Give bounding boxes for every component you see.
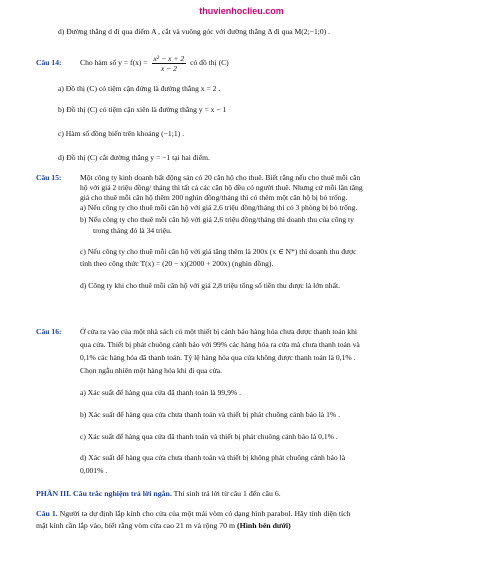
q15-stem-line3: giá cho thuê mỗi căn hộ thêm 200 nghìn đồng/tháng thì có thêm một căn hộ bị bỏ trống. xyxy=(80,193,348,202)
p3-q1-line1 xyxy=(36,509,351,519)
p3-q1-line2 xyxy=(36,521,291,531)
q14-label: Câu 14: xyxy=(36,58,62,67)
q15-stem-line1: Một công ty kinh doanh bất động sản có 20 căn hộ cho thuê. Biết rằng nếu cho thuê mỗi căn xyxy=(80,173,361,182)
q14-stem-prefix: Cho hàm số y = f(x) = xyxy=(80,58,148,67)
part3-instruction: Thí sinh trả lời từ câu 1 đến câu 6. xyxy=(171,489,281,498)
q13-option-d: d) Đường thẳng d đi qua điểm A , cắt và vuông góc với đường thẳng Δ đi qua M(2;−1;0) . xyxy=(58,27,330,36)
part3-heading xyxy=(36,489,281,499)
q16-option-d-line1: d) Xác suất để hàng qua cửa chưa thanh toán và thiết bị không phát chuông cảnh báo là xyxy=(80,453,346,462)
q15-stem-line2: hộ với giá 2 triệu đồng/ tháng thì tất cả các căn hộ đều có người thuê. Nhưng cứ mỗi lần tăng xyxy=(80,183,363,192)
q14-option-c: c) Hàm số đồng biến trên khoảng (−1;1) . xyxy=(58,129,184,138)
q15-option-c-line1: c) Nếu công ty cho thuê mỗi căn hộ với giá tăng thêm là 200x (x ∈ N*) thì doanh thu được xyxy=(80,247,357,256)
p3-q1-label: Câu 1. xyxy=(36,509,58,518)
q16-stem-line3: 0,1% các hàng hóa đã thanh toán. Tỷ lệ hàng hóa qua cửa không được thanh toán là 0,1% . xyxy=(80,353,356,362)
q15-option-b-line1: b) Nếu công ty cho thuê mỗi căn hộ với giá 2,6 triệu đồng/tháng thì doanh thu của công ty xyxy=(80,215,354,224)
q16-stem-line1: Ở cửa ra vào của một nhà sách có một thiết bị cảnh báo hàng hóa chưa được thanh toán khi xyxy=(80,327,357,336)
q14-stem-suffix: có đồ thị (C) xyxy=(190,58,229,67)
q16-option-d-line2: 0,001% . xyxy=(80,466,108,475)
q16-option-c: c) Xác suất để hàng qua cửa đã thanh toán và thiết bị phát chuông cảnh báo là 0,1% . xyxy=(80,432,338,441)
p3-q1-stem-line2: mặt kính cần lắp vào, biết rằng vòm cửa cao 21 m và rộng 70 m xyxy=(36,521,236,530)
p3-q1-stem-line1: Người ta dự định lắp kính cho cửa của một mái vòm có dạng hình parabol. Hãy tính diện tích xyxy=(57,509,351,518)
q16-option-a: a) Xác suất để hàng qua cửa đã thanh toán là 99,9% . xyxy=(80,388,241,397)
p3-q1-figure-ref: (Hình bên dưới) xyxy=(235,521,291,530)
q15-label: Câu 15: xyxy=(36,173,62,182)
q16-stem-line2: qua cửa. Thiết bị phát chuông cảnh báo với 99% các hàng hóa ra cửa mà chưa thanh toán và xyxy=(80,340,360,349)
q14-option-b: b) Đồ thị (C) có tiệm cận xiên là đường thẳng y = x − 1 xyxy=(58,105,227,114)
q15-option-a: a) Nếu công ty cho thuê mỗi căn hộ với giá 2,6 triệu đồng/tháng thì có 3 phòng bị bỏ trống. xyxy=(80,203,358,212)
site-header[interactable]: thuvienhoclieu.com xyxy=(199,6,284,16)
q15-option-c-line2: tính theo công thức T(x) = (20 − x)(2000 + 200x) (nghìn đồng). xyxy=(80,259,274,268)
part3-title: PHẦN III. Câu trắc nghiệm trả lời ngắn. xyxy=(36,489,172,498)
q15-option-b-line2: trong tháng đó là 34 triệu. xyxy=(93,226,172,235)
q14-fraction-denominator: x − 2 xyxy=(160,63,177,73)
q16-stem-line4: Chọn ngẫu nhiên một hàng hóa khi đi qua cửa. xyxy=(80,366,223,375)
q14-option-a: a) Đồ thị (C) có tiệm cận đứng là đường thẳng x = 2 . xyxy=(58,84,221,93)
q14-option-d: d) Đồ thị (C) cắt đường thẳng y = −1 tại hai điểm. xyxy=(58,153,210,162)
q14-fraction xyxy=(152,54,187,73)
q14-stem xyxy=(80,53,461,73)
q15-option-d: d) Công ty khi cho thuê mỗi căn hộ với giá 2,8 triệu tổng số tiền thu được là lớn nhất. xyxy=(80,281,340,290)
q16-option-b: b) Xác suất để hàng qua cửa chưa thanh toán và thiết bị phát chuông cảnh báo là 1% . xyxy=(80,410,341,419)
q14-fraction-numerator: x² − x + 2 xyxy=(153,53,185,63)
q16-label: Câu 16: xyxy=(36,327,62,336)
